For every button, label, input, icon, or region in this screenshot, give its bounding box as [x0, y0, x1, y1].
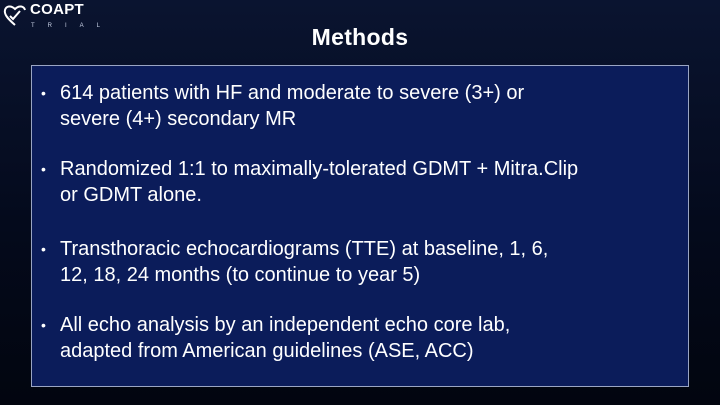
bullet-item	[32, 312, 682, 364]
bullet-icon: •	[41, 161, 46, 177]
bullet-line-1: 614 patients with HF and moderate to severe (3+) or	[60, 82, 525, 104]
bullet-line-2: severe (4+) secondary MR	[60, 108, 297, 130]
bullet-line-2: adapted from American guidelines (ASE, ACC)	[60, 340, 474, 362]
bullet-item	[32, 80, 682, 132]
slide-title-text: Methods	[311, 24, 409, 50]
bullet-icon: •	[41, 85, 46, 101]
bullet-line-1: All echo analysis by an independent echo core lab,	[60, 314, 511, 336]
bullet-line-2: or GDMT alone.	[60, 184, 202, 206]
bullet-icon: •	[41, 241, 46, 257]
bullet-line-2: 12, 18, 24 months (to continue to year 5)	[60, 264, 421, 286]
logo-wordmark: COAPT	[30, 1, 84, 18]
slide-title	[0, 24, 720, 51]
bullet-icon: •	[41, 317, 46, 333]
bullet-item	[32, 236, 682, 288]
logo-subtitle: TRIAL	[31, 23, 114, 29]
bullet-line-1: Transthoracic echocardiograms (TTE) at baseline, 1, 6,	[60, 238, 549, 260]
bullet-line-1: Randomized 1:1 to maximally-tolerated GDMT + Mitra.Clip	[60, 158, 579, 180]
content-box	[31, 65, 689, 387]
bullet-item	[32, 156, 682, 208]
